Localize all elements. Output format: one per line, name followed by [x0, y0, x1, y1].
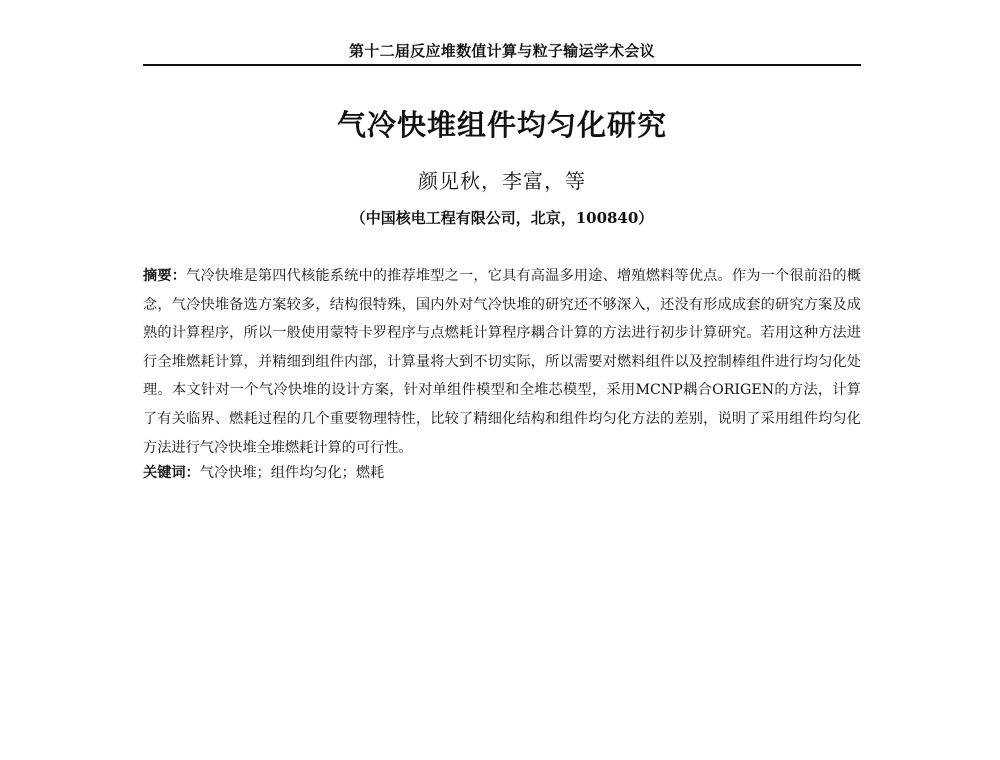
abstract-text: 气冷快堆是第四代核能系统中的推荐堆型之一，它具有高温多用途、增殖燃料等优点。作为一个很前沿的概念，气冷快堆备选方案较多，结构很特殊，国内外对气冷快堆的研究还不够深入，还没有形成成套的研究方案及成熟的计算程序，所以一般使用蒙特卡罗程序与点燃耗计算程序耦合计算的方法进行初步计算研究。若用这种方法进行全堆燃耗计算，并精细到组件内部，计算量将大到不切实际，所以需要对燃料组件以及控制棒组件进行均匀化处理。本文针对一个气冷快堆的设计方案，针对单组件模型和全堆芯模型，采用MCNP耦合ORIGEN的方法，计算了有关临界、燃耗过程的几个重要物理特性，比较了精细化结构和组件均匀化方法的差别，说明了采用组件均匀化方法进行气冷快堆全堆燃耗计算的可行性。 [143, 268, 861, 456]
keywords [143, 463, 861, 483]
authors: 颜见秋，李富，等 [418, 169, 586, 193]
header-rule [143, 64, 861, 66]
paper-title: 气冷快堆组件均匀化研究 [336, 108, 667, 142]
abstract-label: 摘要： [143, 268, 187, 284]
abstract [143, 262, 861, 462]
running-header: 第十二届反应堆数值计算与粒子输运学术会议 [348, 42, 655, 60]
keywords-label: 关键词： [143, 465, 200, 481]
keywords-text: 气冷快堆；组件均匀化；燃耗 [199, 465, 385, 481]
affiliation: （中国核电工程有限公司，北京，100840） [350, 209, 654, 227]
